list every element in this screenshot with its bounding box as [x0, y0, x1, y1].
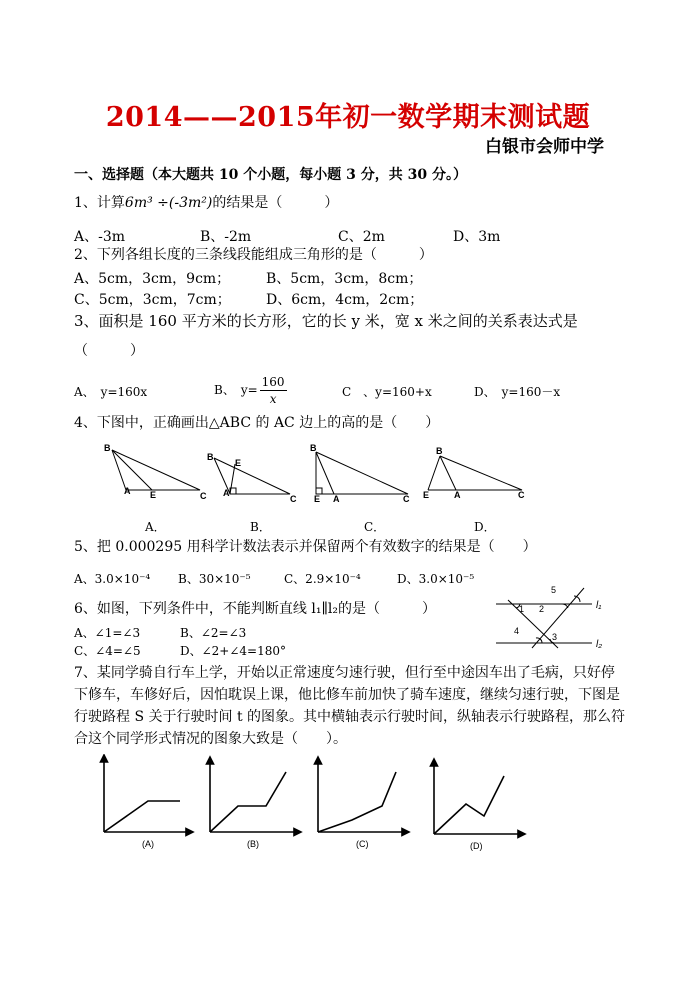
q1-expression: 6m³ ÷(-3m²) — [124, 195, 213, 211]
q6-parallel-lines-figure — [496, 582, 620, 656]
q4-fig-d-label-b: B — [436, 446, 443, 456]
q4-fig-a-height — [112, 450, 152, 490]
question-1 — [74, 194, 338, 212]
q3-fraction-numerator: 160 — [261, 375, 285, 389]
q4-fig-d-height — [428, 456, 440, 490]
q7-graph-a-curve — [104, 801, 180, 832]
q6-label-2: 2 — [539, 604, 545, 614]
question-4: 4、下图中，正确画出△ABC 的 AC 边上的高的是（ ） — [74, 415, 440, 431]
question-3: 3、面积是 160 平方米的长方形，它的长 y 米，宽 x 米之间的关系表达式是 — [74, 312, 578, 330]
q7-graph-b-curve — [210, 772, 286, 832]
q7-graph-d-label: (D) — [470, 841, 483, 851]
q4-fig-a-triangle — [112, 450, 200, 490]
q3-option-a: A、 y=160x — [74, 385, 148, 399]
q4-fig-c-label-e: E — [314, 494, 321, 504]
q6-label-3: 3 — [552, 632, 558, 642]
q3-answer-blank: （ ） — [74, 343, 144, 359]
q1-option-b: B、-2m — [200, 229, 252, 245]
q3-fraction — [260, 374, 287, 407]
q1-suffix: 的结果是（ ） — [212, 195, 339, 211]
q2-option-d: D、6cm，4cm，2cm； — [266, 292, 424, 308]
q2-option-c: C、5cm，3cm，7cm； — [74, 292, 231, 308]
question-7-line-4: 合这个同学形式情况的图象大致是（ ）。 — [74, 731, 347, 747]
q7-graph-b-label: (B) — [247, 839, 259, 849]
q6-label-1: 1 — [519, 604, 525, 614]
q4-fig-c-triangle — [316, 452, 408, 494]
q4-triangle-figures — [90, 438, 540, 508]
q4-fig-d-triangle — [440, 456, 522, 490]
q4-fig-b-height — [230, 464, 235, 494]
q2-option-a: A、5cm，3cm，9cm； — [74, 271, 231, 287]
q4-fig-d-label-a: A — [454, 490, 461, 500]
q4-fig-a-label-a: A — [124, 486, 131, 496]
question-7-line-2: 下修车，车修好后，因怕耽误上课，他比修车前加快了骑车速度，继续匀速行驶，下图是 — [74, 687, 620, 703]
q4-fig-d-label-e: E — [423, 490, 430, 500]
question-6: 6、如图，下列条件中，不能判断直线 l₁∥l₂的是（ ） — [74, 601, 437, 617]
q7-graph-a-label: (A) — [142, 839, 154, 849]
section-heading: 一、选择题（本大题共 10 个小题，每小题 3 分，共 30 分。） — [74, 167, 467, 183]
q6-option-b: B、∠2=∠3 — [180, 626, 247, 640]
q6-label-5: 5 — [551, 585, 557, 595]
question-5: 5、把 0.000295 用科学计数法表示并保留两个有效数字的结果是（ ） — [74, 539, 537, 555]
q6-option-d: D、∠2+∠4=180° — [180, 644, 287, 658]
q5-option-d: D、3.0×10⁻⁵ — [397, 572, 475, 586]
q1-option-a: A、-3m — [74, 229, 126, 245]
q1-option-c: C、2m — [338, 229, 385, 245]
q3-option-c: C 、y=160+x — [342, 385, 432, 399]
q4-fig-a-label-c: C — [200, 491, 207, 501]
q5-option-a: A、3.0×10⁻⁴ — [74, 572, 151, 586]
q4-fig-c-label-b: B — [310, 443, 317, 453]
q6-label-4: 4 — [514, 626, 520, 636]
school-name: 白银市会师中学 — [485, 137, 604, 157]
q5-option-c: C、2.9×10⁻⁴ — [284, 572, 361, 586]
q4-fig-b-label-e: E — [235, 458, 242, 468]
q4-fig-b-label-a: A — [223, 488, 230, 498]
q3-option-b — [214, 374, 289, 407]
q6-label-l1: l₁ — [596, 600, 602, 611]
q4-fig-b-label-b: B — [207, 452, 214, 462]
q4-fig-c-label-a: A — [333, 494, 340, 504]
q7-graph-d-curve — [434, 776, 504, 834]
q4-fig-c-label-c: C — [403, 494, 410, 504]
q7-graph-c-curve — [318, 772, 396, 832]
q6-option-a: A、∠1=∠3 — [74, 626, 141, 640]
question-7-line-1: 7、某同学骑自行车上学，开始以正常速度匀速行驶，但行至中途因车出了毛病，只好停 — [74, 665, 615, 681]
q4-label-a: A． — [145, 520, 166, 534]
question-2: 2、下列各组长度的三条线段能组成三角形的是（ ） — [74, 247, 433, 263]
q2-option-b: B、5cm，3cm，8cm； — [266, 271, 423, 287]
page-title: 2014——2015年初一数学期末测试题 — [105, 102, 591, 133]
q4-fig-a-label-b: B — [104, 443, 111, 453]
q4-fig-d-label-c: C — [518, 490, 525, 500]
q3-option-b-prefix: B、 y= — [214, 383, 258, 397]
q4-label-b: B． — [250, 520, 271, 534]
q6-label-l2: l₂ — [596, 639, 603, 650]
q6-option-c: C、∠4=∠5 — [74, 644, 141, 658]
q5-option-b: B、30×10⁻⁵ — [178, 572, 251, 586]
q4-label-d: D． — [474, 520, 496, 534]
q3-option-d: D、 y=160－x — [474, 385, 561, 399]
q1-prefix: 1、计算 — [74, 195, 125, 211]
question-7-line-3: 行驶路程 S 关于行驶时间 t 的图象。其中横轴表示行驶时间，纵轴表示行驶路程，那么符 — [74, 709, 626, 725]
q4-fig-a-label-e: E — [150, 490, 157, 500]
q1-option-d: D、3m — [453, 229, 501, 245]
q3-fraction-denominator: x — [269, 392, 277, 406]
q4-fig-b-label-c: C — [290, 494, 297, 504]
q4-label-c: C． — [364, 520, 386, 534]
q7-graph-c-label: (C) — [356, 839, 369, 849]
q7-graphs — [90, 754, 550, 854]
